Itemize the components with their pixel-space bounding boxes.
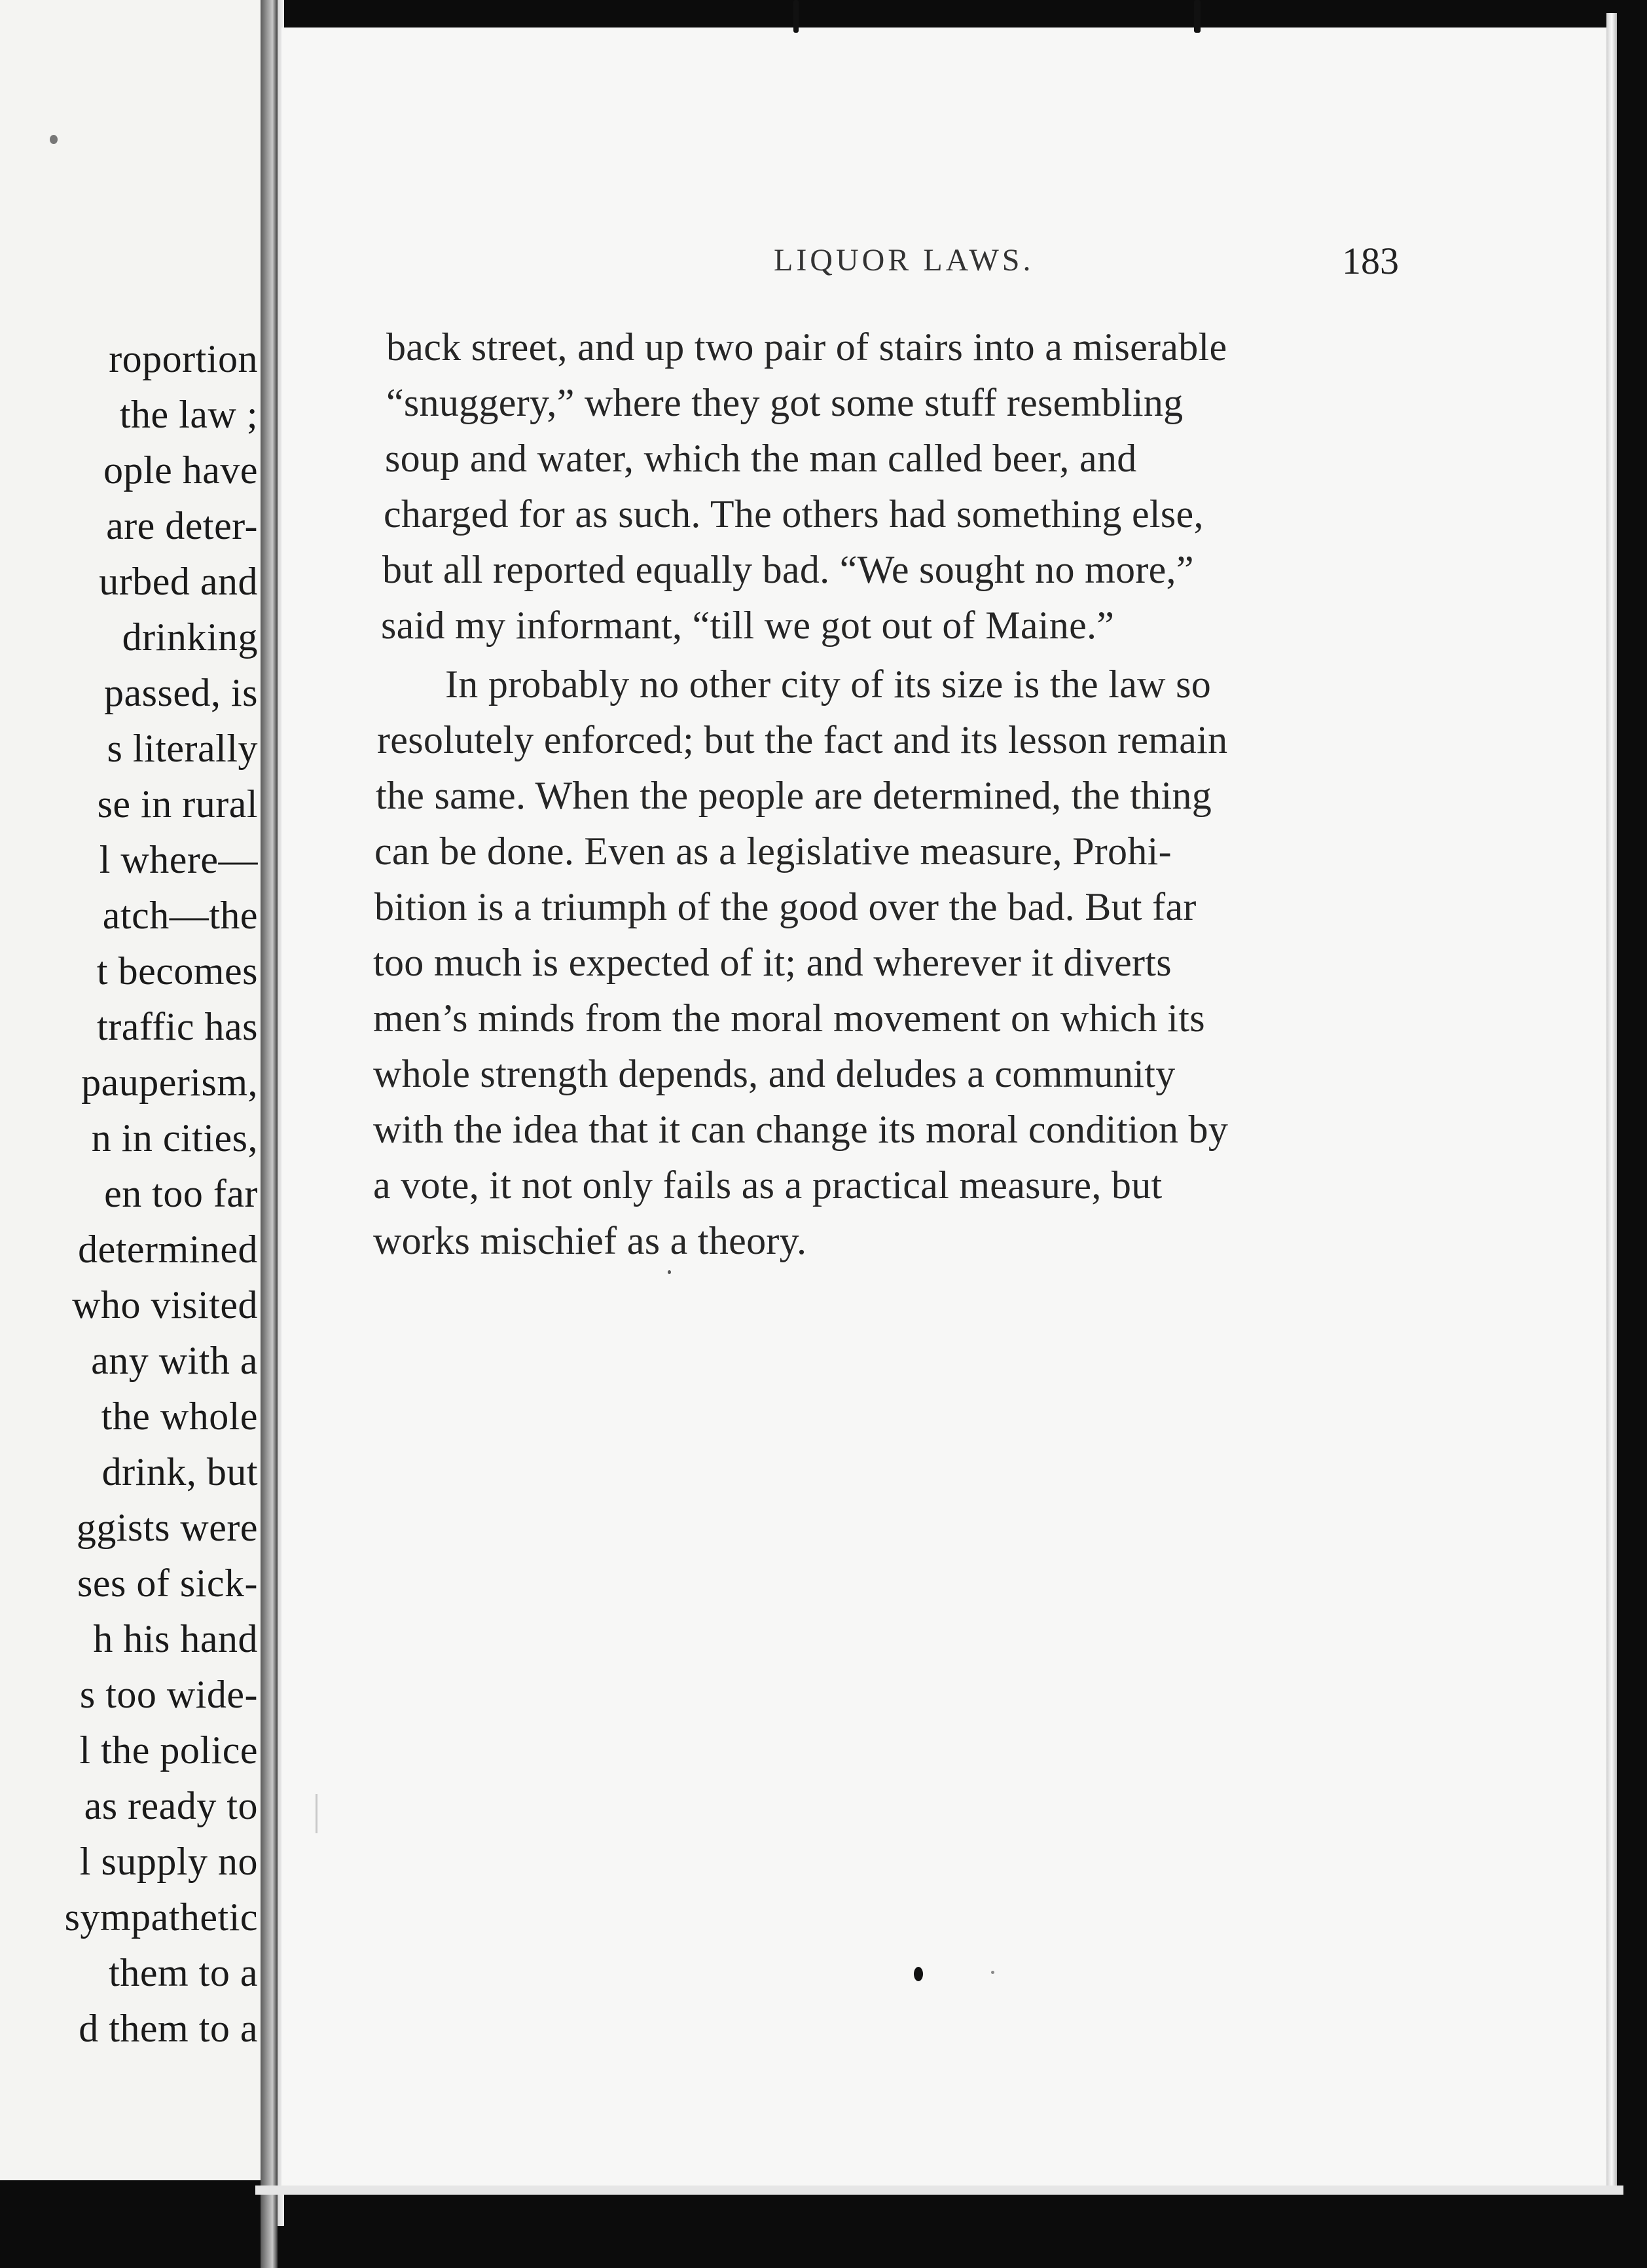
ink-speck xyxy=(914,1967,923,1981)
ink-speck xyxy=(1194,0,1201,33)
page-bottom-edge xyxy=(255,2186,1623,2195)
facing-page-line: ggists were xyxy=(76,1506,258,1549)
ink-speck xyxy=(668,1270,671,1274)
body-line: “snuggery,” where they got some stuff resembling xyxy=(386,381,1184,424)
body-line: charged for as such. The others had something else, xyxy=(384,492,1204,536)
running-head: LIQUOR LAWS. xyxy=(774,243,1034,278)
page-number: 183 xyxy=(1342,240,1399,282)
facing-page-line: s too wide- xyxy=(79,1673,258,1716)
body-line: the same. When the people are determined, the thing xyxy=(376,774,1212,817)
facing-page-line: t becomes xyxy=(96,949,258,993)
ink-speck xyxy=(991,1971,994,1974)
facing-page-line: l where— xyxy=(99,838,258,881)
facing-page-line: passed, is xyxy=(104,671,258,714)
facing-page-line: urbed and xyxy=(99,560,258,603)
page-scratch xyxy=(316,1794,317,1833)
facing-page-line: traffic has xyxy=(97,1005,258,1048)
facing-page-line: ople have xyxy=(103,448,258,492)
facing-page-line: atch—the xyxy=(102,894,258,937)
facing-page-line: pauperism, xyxy=(81,1061,258,1104)
body-line: can be done. Even as a legislative measure, Prohi- xyxy=(374,830,1172,873)
facing-page-line: h his hand xyxy=(93,1617,258,1660)
facing-page-line: roportion xyxy=(109,337,258,380)
body-line: resolutely enforced; but the fact and its lesson remain xyxy=(377,718,1228,761)
body-line: but all reported equally bad. “We sought no more,” xyxy=(382,548,1194,591)
facing-page-line: n in cities, xyxy=(91,1116,258,1160)
facing-page-line: any with a xyxy=(91,1339,258,1382)
facing-page-line: drink, but xyxy=(101,1450,258,1493)
facing-page-line: ses of sick- xyxy=(77,1562,258,1605)
body-line: In probably no other city of its size is the law so xyxy=(445,663,1212,706)
body-line: too much is expected of it; and wherever it diverts xyxy=(373,941,1172,984)
body-line: a vote, it not only fails as a practical measure, but xyxy=(373,1163,1163,1207)
facing-page-line: determined xyxy=(78,1228,258,1271)
body-line: soup and water, which the man called beer, and xyxy=(385,437,1137,480)
ink-speck xyxy=(50,135,58,144)
body-line: works mischief as a theory. xyxy=(373,1219,807,1262)
page-edge xyxy=(1606,13,1617,2193)
facing-page-line: are deter- xyxy=(106,504,258,547)
body-line: men’s minds from the moral movement on which its xyxy=(373,997,1205,1040)
facing-page-line: s literally xyxy=(107,727,258,770)
body-line: whole strength depends, and deludes a community xyxy=(373,1052,1176,1095)
facing-page-line: d them to a xyxy=(79,2007,258,2050)
body-line: said my informant, “till we got out of Maine.” xyxy=(381,604,1115,647)
facing-page-line: them to a xyxy=(109,1951,258,1994)
facing-page-line: se in rural xyxy=(97,782,258,826)
facing-page-line: who visited xyxy=(72,1283,258,1326)
body-line: back street, and up two pair of stairs into a miserable xyxy=(386,325,1227,369)
facing-page-line: en too far xyxy=(104,1172,258,1215)
facing-page-line: drinking xyxy=(122,615,258,659)
facing-page-line: l the police xyxy=(79,1728,258,1772)
facing-page-line: the law ; xyxy=(119,393,258,436)
body-line: bition is a triumph of the good over the bad. But far xyxy=(374,885,1197,928)
body-line: with the idea that it can change its moral condition by xyxy=(373,1108,1229,1151)
facing-page-line: l supply no xyxy=(79,1840,258,1883)
facing-page xyxy=(0,0,261,2180)
facing-page-line: sympathetic xyxy=(64,1895,258,1939)
facing-page-line: as ready to xyxy=(84,1784,258,1827)
facing-page-line: the whole xyxy=(101,1395,258,1438)
book-gutter xyxy=(261,0,278,2268)
ink-speck xyxy=(793,0,799,33)
